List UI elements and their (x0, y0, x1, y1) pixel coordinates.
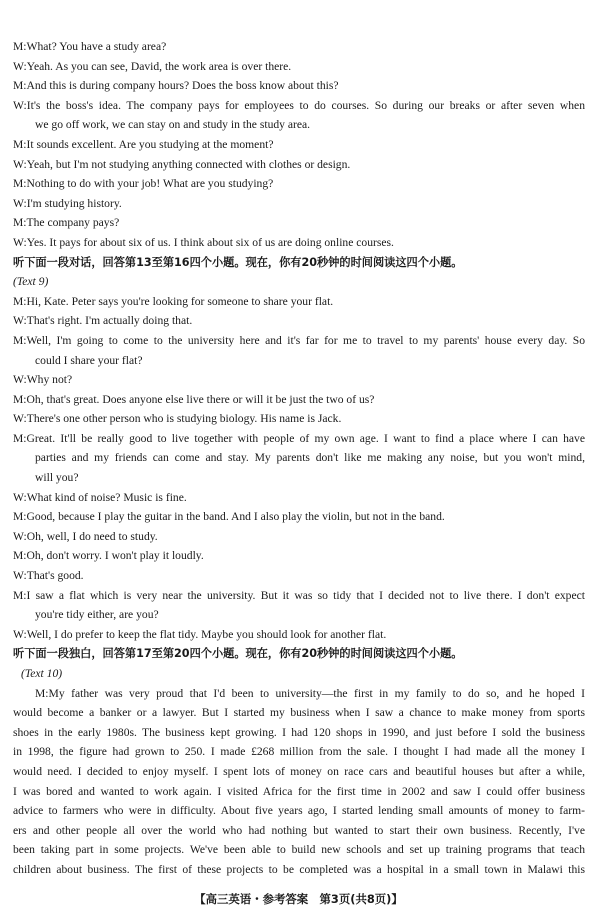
monologue-line: in 1998, the figure had grown to 250. I made £268 million from the sale. I thought I had made all the money I (13, 745, 585, 759)
section-instruction: 听下面一段对话，回答第13至第16四个小题。现在，你有20秒钟的时间阅读这四个小题。 (13, 255, 463, 269)
dialogue-line: M:Good, because I play the guitar in the band. And I also play the violin, but not in the band. (13, 510, 445, 524)
monologue-line: advice to farmers who were in difficulty. About five years ago, I started lending small amounts of money to farm- (13, 804, 585, 818)
dialogue-line: M:Well, I'm going to come to the university here and it's far for me to travel to my parents' house every day. So (13, 333, 585, 347)
dialogue-line: M:I saw a flat which is very near the university. But it was so tidy that I decided not to live there. I don't expect (13, 588, 585, 602)
dialogue-line: W:Well, I do prefer to keep the flat tidy. Maybe you should look for another flat. (13, 627, 387, 641)
dialogue-line: W:Yeah. As you can see, David, the work area is over there. (13, 59, 292, 73)
answer-key-text (13, 37, 585, 880)
dialogue-line: M:Great. It'll be really good to live together with people of my own age. I want to find a place where I can have (13, 431, 585, 445)
dialogue-line: W:What kind of noise? Music is fine. (13, 490, 187, 504)
dialogue-line: M:The company pays? (13, 216, 120, 230)
dialogue-line: M:Oh, that's great. Does anyone else live there or will it be just the two of us? (13, 392, 375, 406)
dialogue-line: W:There's one other person who is studying biology. His name is Jack. (13, 412, 342, 426)
monologue-line: I was bored and wanted to work again. I visited Africa for the first time in 2002 and saw I could offer business (13, 784, 585, 798)
dialogue-line: W:I'm studying history. (13, 196, 122, 210)
dialogue-line: W:That's good. (13, 569, 84, 583)
dialogue-line-continued: we go off work, we can stay on and study in the study area. (35, 118, 311, 132)
dialogue-line: W:Why not? (13, 373, 73, 387)
dialogue-line: W:Yeah, but I'm not studying anything connected with clothes or design. (13, 157, 351, 171)
dialogue-line: M:Nothing to do with your job! What are you studying? (13, 177, 274, 191)
dialogue-line: M:Oh, don't worry. I won't play it loudly. (13, 549, 204, 563)
monologue-line: would need. I decided to enjoy myself. I spent lots of money on race cars and beautiful houses but after a while, (13, 764, 585, 778)
text-label: (Text 10) (21, 667, 63, 680)
monologue-line: M:My father was very proud that I'd been to university—the first in my family to do so, and he hoped I (35, 686, 585, 700)
dialogue-line: M:Hi, Kate. Peter says you're looking for someone to share your flat. (13, 294, 334, 308)
dialogue-line: W:That's right. I'm actually doing that. (13, 314, 193, 328)
dialogue-line: W:It's the boss's idea. The company pays for employees to do courses. So during our breaks or after seven when (13, 98, 585, 112)
text-label: (Text 9) (13, 275, 49, 289)
dialogue-line-continued: could I share your flat? (35, 353, 143, 367)
dialogue-line: W:Oh, well, I do need to study. (13, 529, 158, 543)
dialogue-line-continued: parties and my friends can come and stay. My parents don't like me making any noise, but you won't mind, (35, 451, 585, 465)
monologue-line: shoes in the early 1980s. The business kept growing. I had 120 shops in 1990, and just before I sold the business (13, 725, 585, 739)
monologue-line: would become a banker or a lawyer. But I started my business when I saw a chance to make money from sports (13, 706, 585, 720)
dialogue-line: M:And this is during company hours? Does the boss know about this? (13, 79, 339, 93)
monologue-line: children about business. The first of these projects to be completed was a hospital in a small town in Malawi this (13, 862, 585, 876)
dialogue-line: W:Yes. It pays for about six of us. I think about six of us are doing online courses. (13, 235, 394, 249)
dialogue-line-continued: you're tidy either, are you? (35, 608, 159, 622)
section-instruction: 听下面一段独白，回答第17至第20四个小题。现在，你有20秒钟的时间阅读这四个小题。 (13, 647, 463, 661)
page-footer: 【高三英语・参考答案 第3页(共8页)】 (194, 892, 403, 906)
dialogue-line: M:What? You have a study area? (13, 40, 167, 53)
dialogue-line: M:It sounds excellent. Are you studying at the moment? (13, 137, 274, 151)
dialogue-line-continued: will you? (35, 471, 79, 485)
monologue-line: been taking part in some projects. We've been able to build new schools and set up training programs that teach (13, 843, 585, 857)
monologue-line: ers and other people all over the world who had nothing but wanted to start their own business. Recently, I've (13, 823, 585, 837)
